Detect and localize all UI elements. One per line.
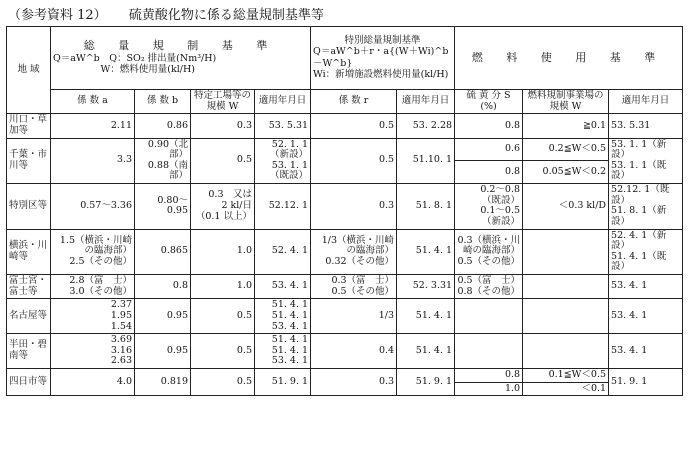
apply-date-2-cell: 53. 2.28 bbox=[397, 114, 455, 138]
header-coef-r: 係 数 r bbox=[311, 90, 397, 114]
header-area: 地 域 bbox=[7, 27, 51, 114]
coef-r-cell: 0.4 bbox=[311, 334, 397, 369]
area-cell: 千葉・市川等 bbox=[7, 138, 51, 184]
apply-date-3-cell: 53. 4. 1 bbox=[609, 275, 683, 299]
apply-date-3-cell: 53. 5.31 bbox=[609, 114, 683, 138]
table-row bbox=[7, 184, 683, 230]
apply-date-2-cell: 51. 4. 1 bbox=[397, 334, 455, 369]
factory-scale-cell: 1.0 bbox=[191, 275, 255, 299]
factory-scale-cell: 1.0 bbox=[191, 229, 255, 275]
coef-a-cell: 4.0 bbox=[51, 369, 135, 396]
header-coef-a: 係 数 a bbox=[51, 90, 135, 114]
header-special-group-label: 特別総量規制基準 bbox=[344, 34, 421, 46]
apply-date-2-cell: 52. 3.31 bbox=[397, 275, 455, 299]
factory-scale-cell: 0.5 bbox=[191, 369, 255, 396]
factory-scale-cell: 0.5 bbox=[191, 334, 255, 369]
coef-b-cell: 0.819 bbox=[135, 369, 191, 396]
sulfur-cell: 0.6 bbox=[455, 138, 523, 161]
coef-b-cell: 0.95 bbox=[135, 299, 191, 334]
header-special-formula: Q＝aW^b＋r・a{(W＋Wi)^b－W^b} Wi：新増施設燃料使用量(kl/H) bbox=[313, 46, 449, 80]
apply-date-2-cell: 51.10. 1 bbox=[397, 138, 455, 184]
area-cell: 富士宮・富士等 bbox=[7, 275, 51, 299]
area-cell: 横浜・川崎等 bbox=[7, 229, 51, 275]
document-title bbox=[8, 4, 324, 23]
apply-date-1-cell: 53. 5.31 bbox=[255, 114, 311, 138]
coef-a-cell: 2.8（富 士） 3.0（その他） bbox=[51, 275, 135, 299]
apply-date-1-cell: 52. 4. 1 bbox=[255, 229, 311, 275]
header-sulfur: 硫 黄 分 S (%) bbox=[455, 90, 523, 114]
coef-a-cell: 2.11 bbox=[51, 114, 135, 138]
apply-date-2-cell: 51. 4. 1 bbox=[397, 229, 455, 275]
coef-a-cell: 3.3 bbox=[51, 138, 135, 184]
coef-r-cell: 0.3 bbox=[311, 184, 397, 230]
header-fuel-scale: 燃料規制事業場の規模 W bbox=[523, 90, 609, 114]
header-fuel-group: 燃 料 使 用 基 準 bbox=[455, 27, 683, 90]
fuel-scale-cell: ＜0.1 bbox=[523, 382, 609, 396]
header-apply-date-1: 適用年月日 bbox=[255, 90, 311, 114]
apply-date-3-cell: 53. 4. 1 bbox=[609, 299, 683, 334]
coef-a-cell: 1.5（横浜・川崎の臨海部） 2.5（その他） bbox=[51, 229, 135, 275]
apply-date-2-cell: 51. 4. 1 bbox=[397, 299, 455, 334]
coef-r-cell: 0.3 bbox=[311, 369, 397, 396]
header-factory-scale: 特定工場等の規模 W bbox=[191, 90, 255, 114]
header-total-group bbox=[51, 27, 311, 90]
header-total-group-label: 総 量 規 制 基 準 bbox=[83, 39, 278, 53]
apply-date-1-cell: 52.12. 1 bbox=[255, 184, 311, 230]
fuel-scale-cell: 0.2≦W＜0.5 bbox=[523, 138, 609, 161]
apply-date-2-cell: 51. 8. 1 bbox=[397, 184, 455, 230]
table-row bbox=[7, 275, 683, 299]
area-cell: 特別区等 bbox=[7, 184, 51, 230]
coef-r-cell: 1/3（横浜・川崎の臨海部） 0.32（その他） bbox=[311, 229, 397, 275]
table-row bbox=[7, 369, 683, 383]
factory-scale-cell: 0.3 bbox=[191, 114, 255, 138]
title-main: 硫黄酸化物に係る総量規制基準等 bbox=[128, 8, 324, 23]
regulation-table bbox=[6, 26, 683, 396]
apply-date-1-cell: 51. 9. 1 bbox=[255, 369, 311, 396]
header-apply-date-3: 適用年月日 bbox=[609, 90, 683, 114]
sulfur-cell bbox=[455, 334, 523, 369]
table-row bbox=[7, 114, 683, 138]
fuel-scale-cell: ≧0.1 bbox=[523, 114, 609, 138]
coef-r-cell: 0.3（富 士） 0.5（その他） bbox=[311, 275, 397, 299]
coef-b-cell: 0.865 bbox=[135, 229, 191, 275]
area-cell: 名古屋等 bbox=[7, 299, 51, 334]
table-row bbox=[7, 229, 683, 275]
coef-b-cell: 0.86 bbox=[135, 114, 191, 138]
factory-scale-cell: 0.3 又は 2 kl/日 （0.1 以上） bbox=[191, 184, 255, 230]
factory-scale-cell: 0.5 bbox=[191, 138, 255, 184]
reference-label: （参考資料 12） bbox=[8, 8, 107, 23]
coef-r-cell: 0.5 bbox=[311, 114, 397, 138]
apply-date-3-cell: 52. 4. 1（新設） 51. 4. 1（既設） bbox=[609, 229, 683, 275]
header-apply-date-2: 適用年月日 bbox=[397, 90, 455, 114]
apply-date-3-cell: 52.12. 1（既設） 51. 8. 1（新設） bbox=[609, 184, 683, 230]
apply-date-1-cell: 51. 4. 1 51. 4. 1 53. 4. 1 bbox=[255, 299, 311, 334]
sulfur-cell: 0.5（富 士） 0.8（その他） bbox=[455, 275, 523, 299]
coef-b-cell: 0.95 bbox=[135, 334, 191, 369]
apply-date-2-cell: 51. 9. 1 bbox=[397, 369, 455, 396]
table-row bbox=[7, 138, 683, 161]
header-special-group bbox=[311, 27, 455, 90]
coef-b-cell: 0.8 bbox=[135, 275, 191, 299]
fuel-scale-cell bbox=[523, 334, 609, 369]
apply-date-3-cell: 51. 9. 1 bbox=[609, 369, 683, 396]
fuel-scale-cell: ＜0.3 kl/D bbox=[523, 184, 609, 230]
area-cell: 半田・碧南等 bbox=[7, 334, 51, 369]
sulfur-cell: 0.8 bbox=[455, 161, 523, 184]
sulfur-cell: 0.8 bbox=[455, 369, 523, 383]
coef-b-cell: 0.90（北部） 0.88（南部） bbox=[135, 138, 191, 184]
table-row bbox=[7, 299, 683, 334]
area-cell: 四日市等 bbox=[7, 369, 51, 396]
sulfur-cell bbox=[455, 299, 523, 334]
sulfur-cell: 1.0 bbox=[455, 382, 523, 396]
sulfur-cell: 0.3（横浜・川崎の臨海部） 0.5（その他） bbox=[455, 229, 523, 275]
apply-date-1-cell: 51. 4. 1 51. 4. 1 53. 4. 1 bbox=[255, 334, 311, 369]
fuel-scale-cell bbox=[523, 275, 609, 299]
coef-b-cell: 0.80～0.95 bbox=[135, 184, 191, 230]
apply-date-1-cell: 52. 1. 1 （新設） 53. 1. 1 （既設） bbox=[255, 138, 311, 184]
coef-r-cell: 0.5 bbox=[311, 138, 397, 184]
table-body bbox=[7, 114, 683, 396]
header-total-formula: Q＝aW^b Q：SO₂ 排出量(Nm³/H) W：燃料使用量(kl/H) bbox=[53, 52, 217, 76]
fuel-scale-cell bbox=[523, 229, 609, 275]
table-row bbox=[7, 334, 683, 369]
coef-a-cell: 3.69 3.16 2.63 bbox=[51, 334, 135, 369]
apply-date-3-cell: 53. 1. 1（新設） 53. 1. 1（既設） bbox=[609, 138, 683, 184]
coef-a-cell: 0.57～3.36 bbox=[51, 184, 135, 230]
sulfur-cell: 0.2～0.8 （既設） 0.1～0.5 （新設） bbox=[455, 184, 523, 230]
area-cell: 川口・草加等 bbox=[7, 114, 51, 138]
coef-a-cell: 2.37 1.95 1.54 bbox=[51, 299, 135, 334]
fuel-scale-cell: 0.1≦W＜0.5 bbox=[523, 369, 609, 383]
apply-date-3-cell: 53. 4. 1 bbox=[609, 334, 683, 369]
coef-r-cell: 1/3 bbox=[311, 299, 397, 334]
apply-date-1-cell: 53. 4. 1 bbox=[255, 275, 311, 299]
header-coef-b: 係 数 b bbox=[135, 90, 191, 114]
factory-scale-cell: 0.5 bbox=[191, 299, 255, 334]
fuel-scale-cell: 0.05≦W＜0.2 bbox=[523, 161, 609, 184]
sulfur-cell: 0.8 bbox=[455, 114, 523, 138]
fuel-scale-cell bbox=[523, 299, 609, 334]
